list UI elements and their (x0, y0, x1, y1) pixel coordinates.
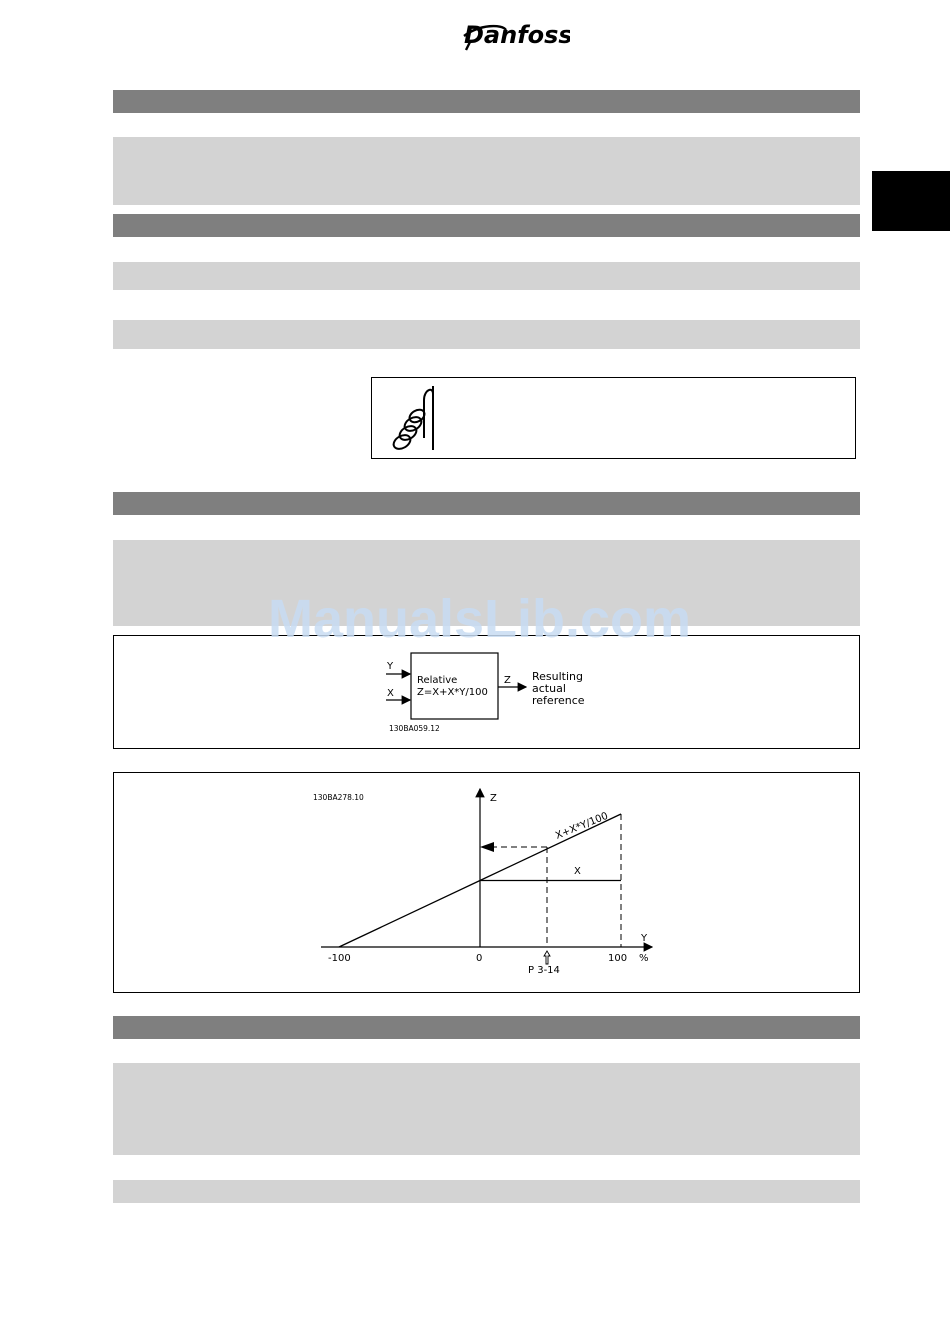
danfoss-logo (440, 12, 570, 56)
chapter-tab (872, 171, 950, 231)
figure2-id: 130BA278.10 (313, 793, 364, 802)
x-line-label: X (574, 866, 581, 877)
relative-reference-block-diagram (113, 635, 860, 749)
result-label-line2: actual (532, 682, 566, 695)
note-hand-icon (380, 380, 460, 460)
note-box (371, 377, 856, 459)
chart-canvas (114, 773, 859, 992)
figure1-id: 130BA059.12 (389, 724, 440, 733)
output-z-label: Z (504, 675, 511, 686)
parameter-box-2 (113, 262, 860, 290)
unit-label: % (639, 953, 649, 964)
z-axis-label: Z (490, 793, 497, 804)
logo-text: Danfoss (464, 21, 570, 49)
section-header-bar-3 (113, 492, 860, 515)
section-header-bar-1 (113, 90, 860, 113)
parameter-box-6 (113, 1180, 860, 1203)
tick-zero: 0 (476, 953, 483, 964)
parameter-box-5 (113, 1063, 860, 1155)
tick-min: -100 (328, 953, 351, 964)
parameter-box-1 (113, 137, 860, 205)
result-label-line1: Resulting (532, 670, 583, 683)
y-axis-label: Y (641, 933, 648, 944)
block-title: Relative (417, 675, 458, 686)
section-header-bar-2 (113, 214, 860, 237)
relative-block (411, 653, 498, 719)
input-x-label: X (387, 688, 394, 699)
p314-up-arrow (544, 951, 550, 964)
parameter-box-3 (113, 320, 860, 349)
guide-arrowhead (480, 842, 494, 852)
watermark-text: ManualsLib.com (268, 589, 692, 649)
result-label-line3: reference (532, 694, 585, 707)
input-y-label: Y (387, 661, 394, 672)
block-formula: Z=X+X*Y/100 (417, 687, 488, 698)
curve-label: X+X*Y/100 (554, 810, 610, 842)
param-marker-label: P 3-14 (528, 965, 560, 976)
section-header-bar-4 (113, 1016, 860, 1039)
tick-max: 100 (608, 953, 628, 964)
relative-reference-graph (113, 772, 860, 993)
